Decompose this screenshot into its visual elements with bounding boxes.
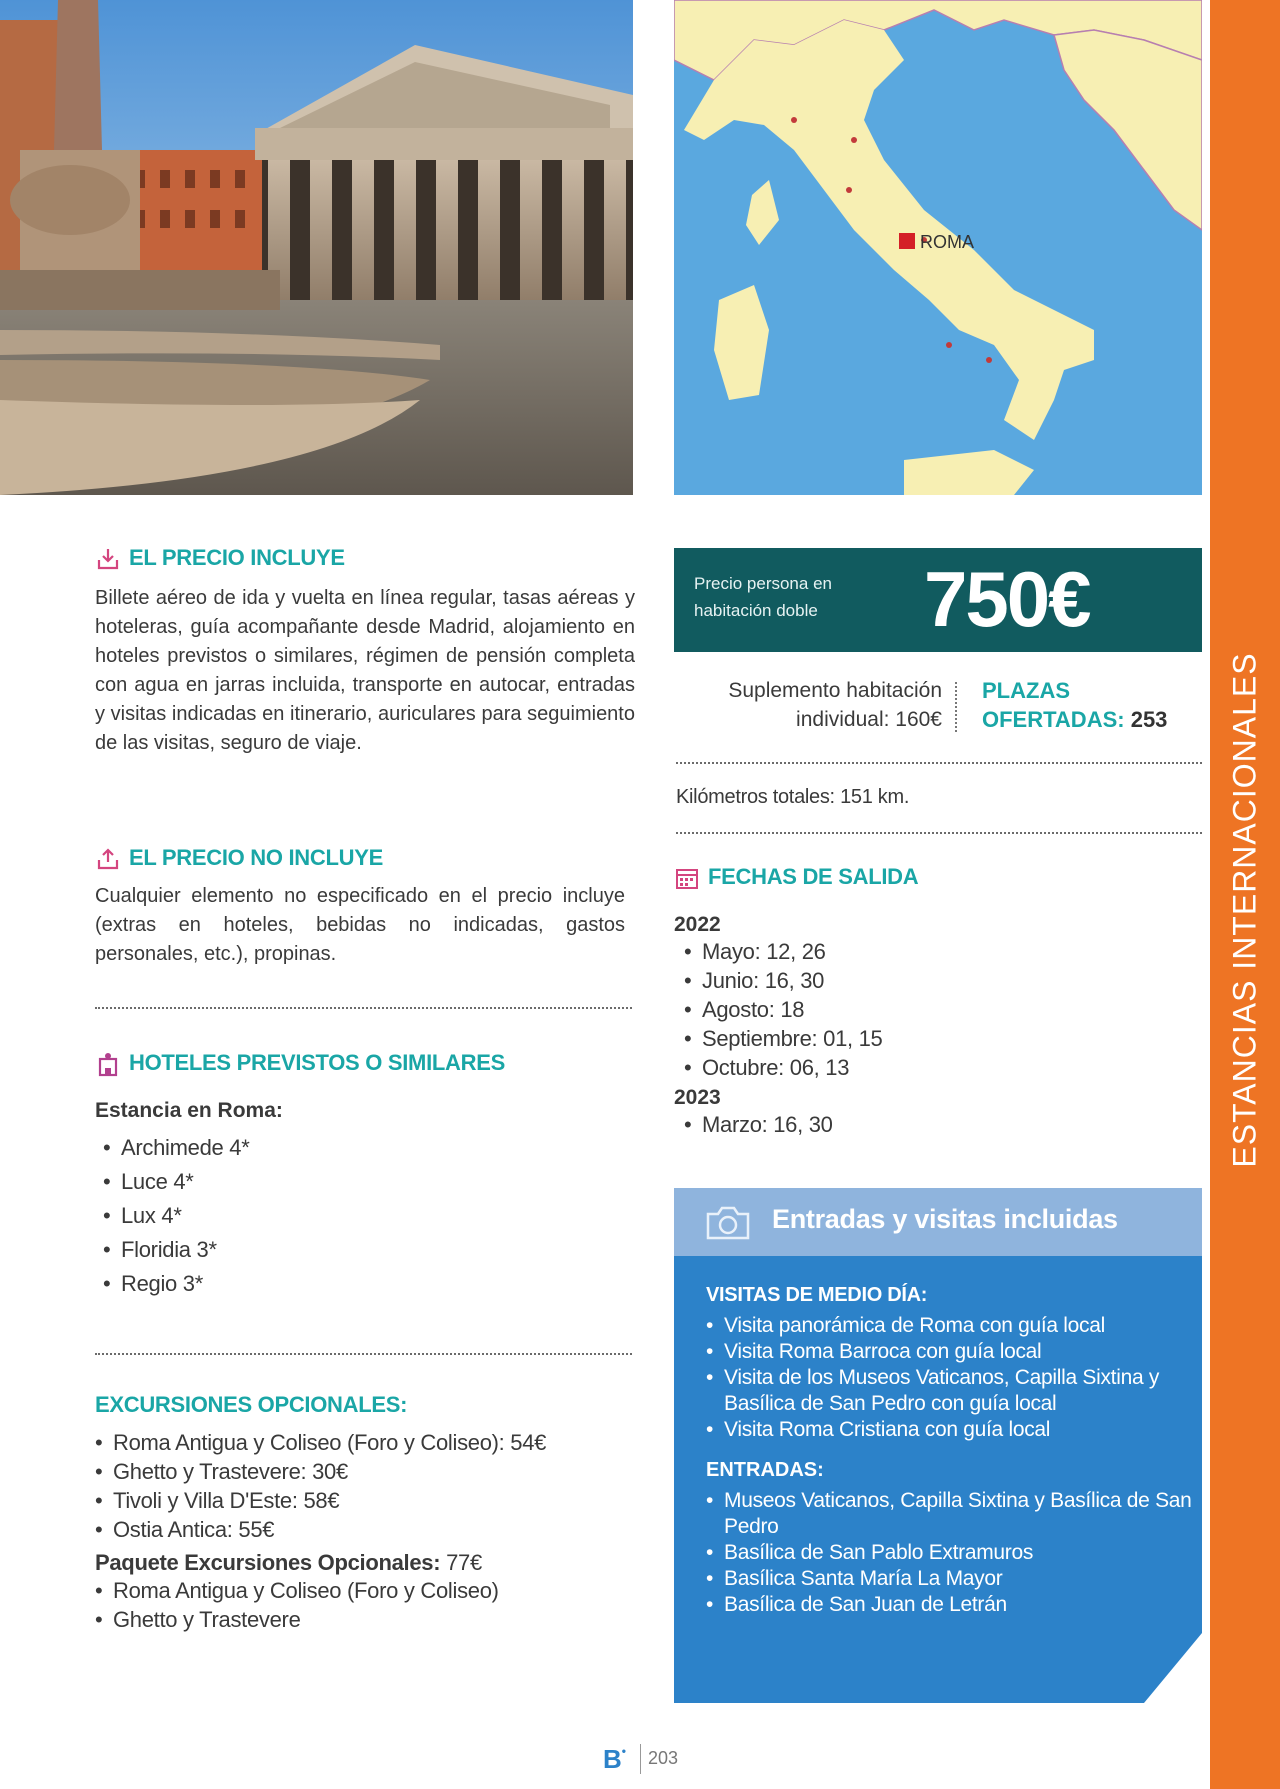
entradas-list xyxy=(706,1488,1196,1618)
visitas-box xyxy=(674,1188,1202,1703)
brand-logo: B• xyxy=(603,1744,626,1774)
page-number: 203 xyxy=(648,1748,679,1768)
fechas-section xyxy=(674,864,1194,1139)
fechas-2022-list xyxy=(684,937,1194,1082)
list-item: • Junio: 16, 30 xyxy=(684,966,1194,995)
price-box xyxy=(674,548,1202,652)
list-item: • Museos Vaticanos, Capilla Sixtina y Basílica de San Pedro xyxy=(706,1488,1196,1540)
list-item: • Regio 3* xyxy=(103,1267,635,1301)
excursiones-title: EXCURSIONES OPCIONALES: xyxy=(95,1392,408,1417)
camera-icon xyxy=(704,1204,752,1242)
divider xyxy=(640,1744,641,1774)
no-incluye-title-text: EL PRECIO NO INCLUYE xyxy=(129,845,383,870)
list-item: • Marzo: 16, 30 xyxy=(684,1110,1194,1139)
list-item: • Tivoli y Villa D'Este: 58€ xyxy=(95,1486,635,1515)
divider xyxy=(95,1007,632,1009)
year-2022: 2022 xyxy=(674,913,721,937)
list-item: • Basílica de San Pablo Extramuros xyxy=(706,1540,1196,1566)
list-item: • Visita Roma Barroca con guía local xyxy=(706,1339,1196,1365)
list-item: • Basílica de San Juan de Letrán xyxy=(706,1592,1196,1618)
suplemento-line1: Suplemento habitación xyxy=(728,679,942,702)
list-item: • Mayo: 12, 26 xyxy=(684,937,1194,966)
divider xyxy=(676,832,1202,834)
roma-label: ROMA xyxy=(920,232,974,252)
visitas-header xyxy=(674,1188,1202,1256)
logo-text: B xyxy=(603,1744,622,1774)
incluye-title-text: EL PRECIO INCLUYE xyxy=(129,545,345,570)
price-label: Precio persona en habitación doble xyxy=(694,574,832,620)
hoteles-title-text: HOTELES PREVISTOS O SIMILARES xyxy=(129,1050,505,1075)
plazas xyxy=(982,676,1202,734)
list-item: • Septiembre: 01, 15 xyxy=(684,1024,1194,1053)
suplemento-line2: individual: 160€ xyxy=(796,708,942,731)
entradas-title: ENTRADAS: xyxy=(706,1459,824,1481)
list-item: • Basílica Santa María La Mayor xyxy=(706,1566,1196,1592)
italy-map xyxy=(674,0,1202,495)
divider xyxy=(676,762,1202,764)
incluye-section xyxy=(95,545,635,758)
no-incluye-text: Cualquier elemento no especificado en el precio incluye (extras en hoteles, bebidas no indicadas, gastos personales, etc.), propinas. xyxy=(95,885,625,966)
upload-icon xyxy=(95,846,121,872)
paquete-price: 77€ xyxy=(440,1550,482,1575)
no-incluye-title xyxy=(95,845,625,872)
list-item: • Ostia Antica: 55€ xyxy=(95,1515,635,1544)
plazas-line2: OFERTADAS: xyxy=(982,707,1125,732)
list-item: • Visita panorámica de Roma con guía local xyxy=(706,1313,1196,1339)
divider xyxy=(955,682,957,732)
divider xyxy=(95,1353,632,1355)
no-incluye-section xyxy=(95,845,625,969)
medio-dia-list xyxy=(706,1313,1196,1443)
list-item: • Ghetto y Trastevere: 30€ xyxy=(95,1457,635,1486)
hotel-list xyxy=(103,1131,635,1301)
list-item: • Visita de los Museos Vaticanos, Capilla Sixtina y Basílica de San Pedro con guía local xyxy=(706,1365,1196,1417)
paquete-list xyxy=(95,1576,635,1634)
plazas-value: 253 xyxy=(1124,707,1168,732)
list-item: • Lux 4* xyxy=(103,1199,635,1233)
visitas-title: Entradas y visitas incluidas xyxy=(772,1204,1118,1234)
calendar-icon xyxy=(674,865,700,891)
roma-marker xyxy=(899,233,915,249)
excursiones-list xyxy=(95,1428,635,1544)
suplemento xyxy=(680,676,942,734)
list-item: • Archimede 4* xyxy=(103,1131,635,1165)
paquete-line xyxy=(95,1550,635,1576)
list-item: • Luce 4* xyxy=(103,1165,635,1199)
hoteles-section xyxy=(95,1050,635,1301)
hotel-icon xyxy=(95,1051,121,1077)
visitas-content xyxy=(706,1284,1196,1618)
list-item: • Roma Antigua y Coliseo (Foro y Coliseo) xyxy=(95,1576,635,1605)
incluye-text: Billete aéreo de ida y vuelta en línea regular, tasas aéreas y hoteleras, guía acompañante desde Madrid, alojamiento en hoteles previstos o similares, régimen de pensión completa con agua en jarras incluida, transporte en autocar, entradas y visitas indicadas en itinerario, auriculares para seguimiento de las visitas, seguro de viaje. xyxy=(95,587,635,755)
plazas-line1: PLAZAS xyxy=(982,678,1070,703)
incluye-title xyxy=(95,545,635,572)
year-2023: 2023 xyxy=(674,1086,721,1110)
paquete-label: Paquete Excursiones Opcionales: xyxy=(95,1550,441,1575)
section-sidebar xyxy=(1210,0,1280,1789)
fechas-2023-list xyxy=(684,1110,1194,1139)
list-item: • Roma Antigua y Coliseo (Foro y Coliseo): 54€ xyxy=(95,1428,635,1457)
price-value: 750€ xyxy=(924,555,1090,643)
list-item: • Agosto: 18 xyxy=(684,995,1194,1024)
list-item: • Octubre: 06, 13 xyxy=(684,1053,1194,1082)
pantheon-photo xyxy=(0,0,633,495)
hoteles-subtitle: Estancia en Roma: xyxy=(95,1099,283,1123)
hoteles-title xyxy=(95,1050,635,1077)
excursiones-section xyxy=(95,1392,635,1634)
download-icon xyxy=(95,546,121,572)
sidebar-label: ESTANCIAS INTERNACIONALES xyxy=(1226,652,1263,1168)
fechas-title-text: FECHAS DE SALIDA xyxy=(708,864,919,889)
list-item: • Visita Roma Cristiana con guía local xyxy=(706,1417,1196,1443)
km-total: Kilómetros totales: 151 km. xyxy=(676,786,910,808)
list-item: • Floridia 3* xyxy=(103,1233,635,1267)
fechas-title xyxy=(674,864,1194,891)
medio-dia-title: VISITAS DE MEDIO DÍA: xyxy=(706,1284,928,1306)
list-item: • Ghetto y Trastevere xyxy=(95,1605,635,1634)
